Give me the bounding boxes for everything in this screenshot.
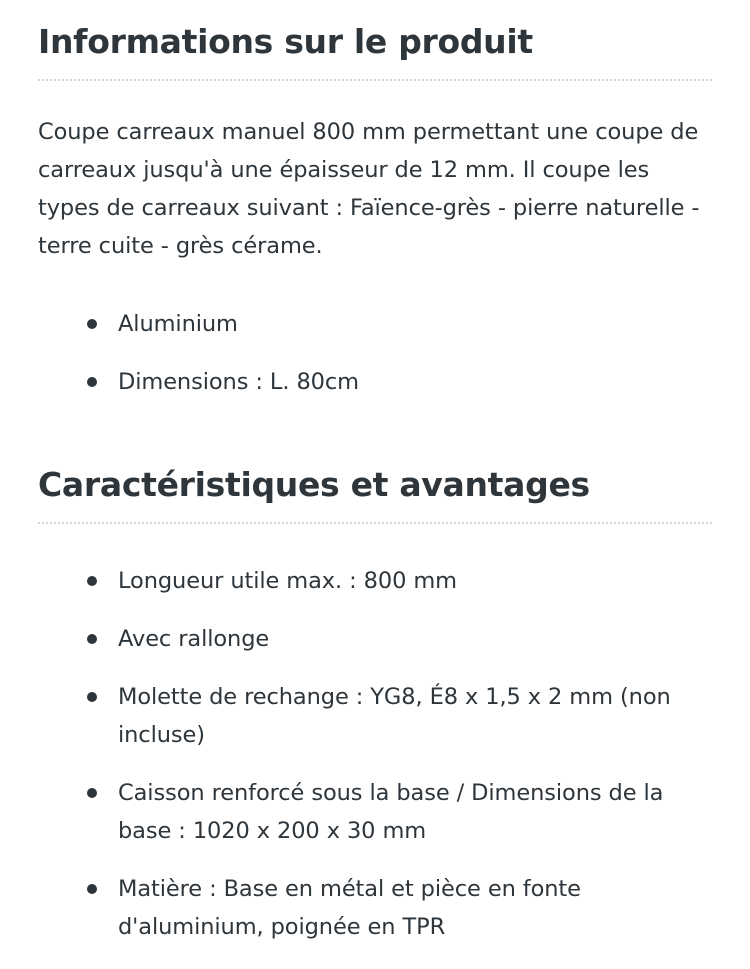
list-item-text: Avec rallonge xyxy=(118,626,270,652)
features-section xyxy=(38,463,712,946)
bullet-icon xyxy=(87,377,97,387)
section-divider xyxy=(38,79,712,81)
list-item xyxy=(38,774,712,850)
product-info-title: Informations sur le produit xyxy=(38,22,533,61)
list-item-text: Caisson renforcé sous la base / Dimensions de la base : 1020 x 200 x 30 mm xyxy=(118,780,664,844)
features-list xyxy=(38,562,712,946)
bullet-icon xyxy=(87,576,97,586)
list-item-text: Aluminium xyxy=(118,311,238,337)
list-item xyxy=(38,678,712,754)
list-item xyxy=(38,562,712,600)
list-item xyxy=(38,363,712,401)
product-info-list xyxy=(38,305,712,401)
bullet-icon xyxy=(87,634,97,644)
list-item-text: Molette de rechange : YG8, É8 x 1,5 x 2 mm (non incluse) xyxy=(118,684,671,748)
list-item-text: Matière : Base en métal et pièce en fonte d'aluminium, poignée en TPR xyxy=(118,876,581,940)
list-item-text: Longueur utile max. : 800 mm xyxy=(118,568,457,594)
list-item-text: Dimensions : L. 80cm xyxy=(118,369,359,395)
bullet-icon xyxy=(87,788,97,798)
bullet-icon xyxy=(87,319,97,329)
features-title: Caractéristiques et avantages xyxy=(38,465,590,504)
list-item xyxy=(38,620,712,658)
section-divider xyxy=(38,522,712,524)
product-description: Coupe carreaux manuel 800 mm permettant une coupe de carreaux jusqu'à une épaisseur de 12 mm. Il coupe les types de carreaux suivant : Faïence-grès - pierre naturelle - terre cuite - grès cérame. xyxy=(38,119,700,259)
list-item xyxy=(38,870,712,946)
product-info-section xyxy=(38,0,712,401)
list-item xyxy=(38,305,712,343)
bullet-icon xyxy=(87,884,97,894)
bullet-icon xyxy=(87,692,97,702)
